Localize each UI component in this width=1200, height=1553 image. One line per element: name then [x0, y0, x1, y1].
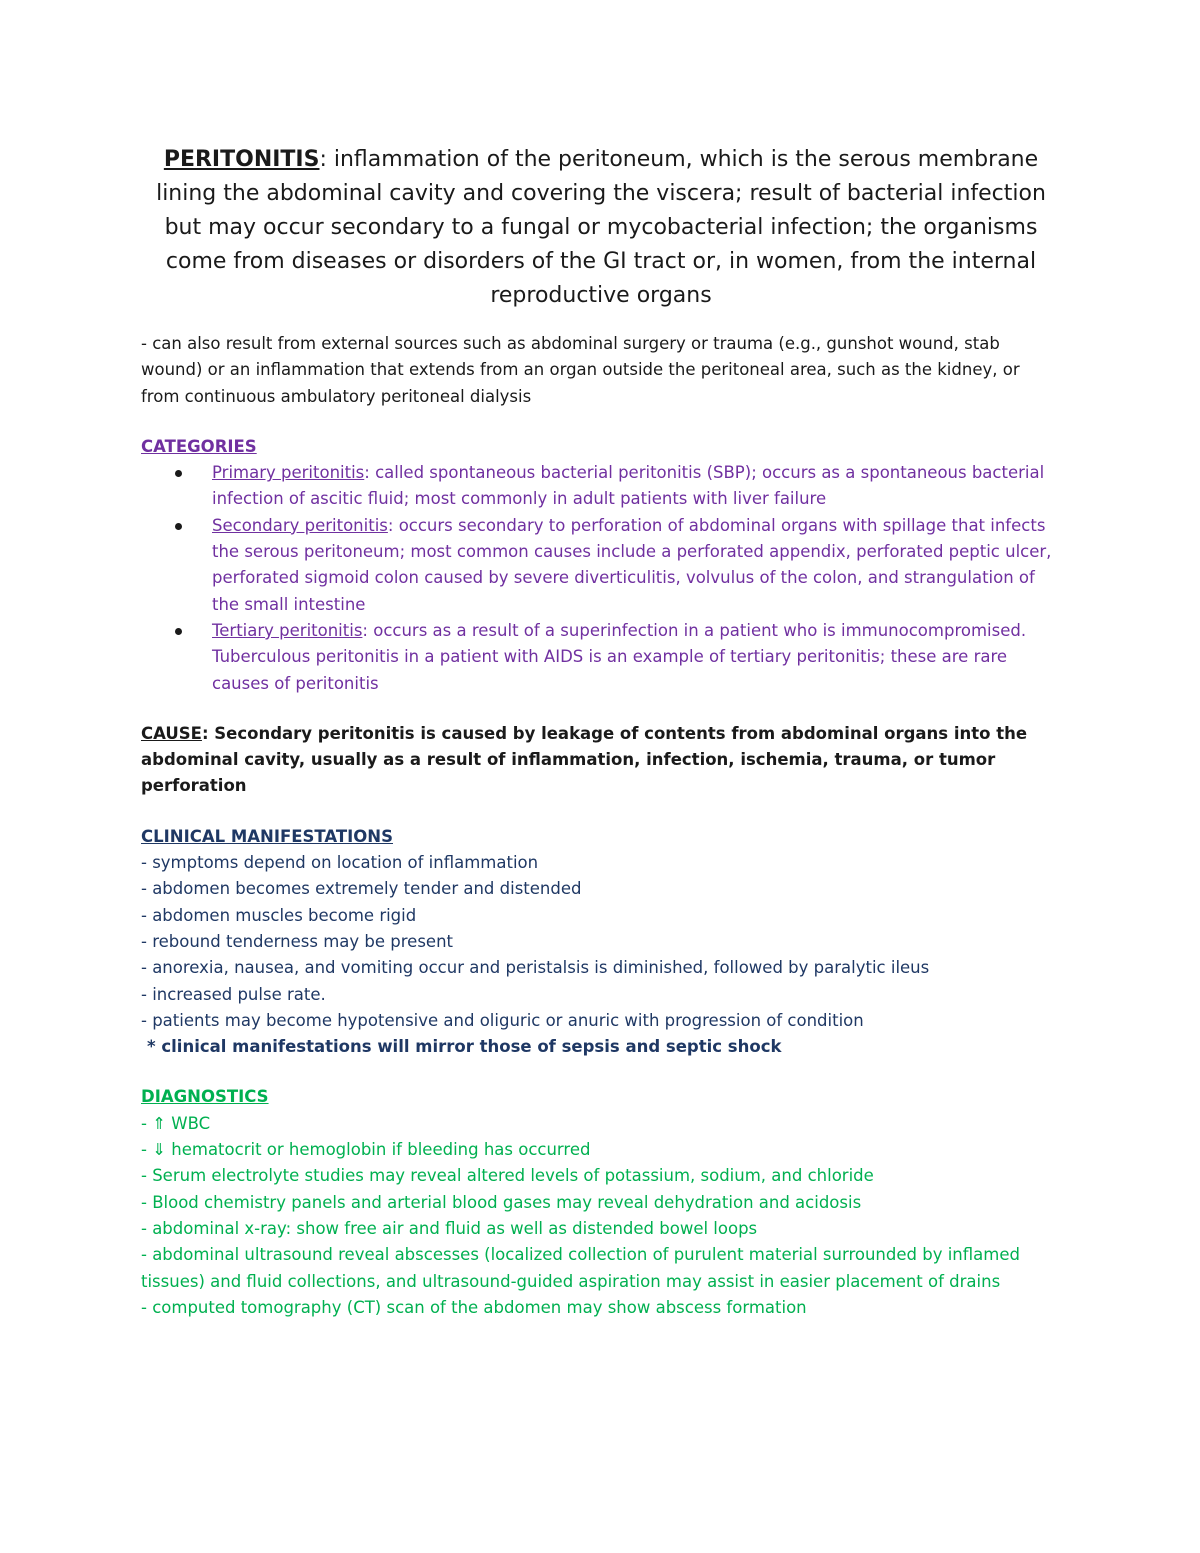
list-item	[141, 460, 1061, 513]
diagnostics-heading: DIAGNOSTICS	[141, 1087, 269, 1107]
diagnostics-line: - computed tomography (CT) scan of the abdomen may show abscess formation	[141, 1297, 807, 1317]
categories-heading: CATEGORIES	[141, 436, 257, 456]
cause-heading: CAUSE	[141, 723, 202, 743]
title-paragraph	[141, 143, 1061, 313]
clinical-line: - rebound tenderness may be present	[141, 931, 454, 951]
category-text: : called spontaneous bacterial peritonitis (SBP); occurs as a spontaneous bacterial infection of ascitic fluid; most commonly in adult patients with liver failure	[212, 463, 1045, 509]
category-term: Secondary peritonitis	[212, 515, 388, 535]
category-term: Primary peritonitis	[212, 463, 365, 483]
bullet-icon	[175, 470, 182, 477]
list-item	[141, 618, 1061, 697]
title-definition: : inflammation of the peritoneum, which is the serous membrane lining the abdominal cavity and covering the viscera; result of bacterial infection but may occur secondary to a fungal or mycobacterial infection; the organisms come from diseases or disorders of the GI tract or, in women, from the internal reproductive organs	[156, 147, 1046, 308]
diagnostics-section	[141, 1084, 1061, 1321]
clinical-line: - anorexia, nausea, and vomiting occur and peristalsis is diminished, followed by paralytic ileus	[141, 958, 930, 978]
category-text: : occurs as a result of a superinfection in a patient who is immunocompromised. Tuberculous peritonitis in a patient with AIDS is an example of tertiary peritonitis; these are rare causes of peritonitis	[212, 620, 1027, 693]
clinical-line: - abdomen becomes extremely tender and distended	[141, 879, 582, 899]
categories-list	[141, 460, 1061, 697]
clinical-note: * clinical manifestations will mirror those of sepsis and septic shock	[147, 1037, 782, 1057]
cause-text: : Secondary peritonitis is caused by leakage of contents from abdominal organs into the abdominal cavity, usually as a result of inflammation, infection, ischemia, trauma, or tumor perforation	[141, 723, 1028, 796]
bullet-icon	[175, 628, 182, 635]
clinical-section	[141, 824, 1061, 1061]
document-page	[141, 143, 1061, 1321]
title-term: PERITONITIS	[163, 147, 320, 172]
cause-section	[141, 721, 1061, 800]
clinical-line: - patients may become hypotensive and oliguric or anuric with progression of condition	[141, 1010, 864, 1030]
clinical-line: - increased pulse rate.	[141, 984, 326, 1004]
diagnostics-line: - ⇓ hematocrit or hemoglobin if bleeding has occurred	[141, 1140, 591, 1160]
bullet-icon	[175, 523, 182, 530]
cause-paragraph	[141, 721, 1061, 800]
clinical-heading: CLINICAL MANIFESTATIONS	[141, 826, 393, 846]
category-text: : occurs secondary to perforation of abdominal organs with spillage that infects the serous peritoneum; most common causes include a perforated appendix, perforated peptic ulcer, perforated sigmoid colon caused by severe diverticulitis, volvulus of the colon, and strangulation of the small intestine	[212, 515, 1052, 614]
diagnostics-line: - abdominal ultrasound reveal abscesses (localized collection of purulent material surrounded by inflamed tissues) and fluid collections, and ultrasound-guided aspiration may assist in easier placement of drains	[141, 1245, 1020, 1291]
diagnostics-line: - abdominal x-ray: show free air and fluid as well as distended bowel loops	[141, 1218, 758, 1238]
category-term: Tertiary peritonitis	[212, 620, 363, 640]
list-item	[141, 513, 1061, 618]
diagnostics-line: - ⇑ WBC	[141, 1113, 211, 1133]
categories-section	[141, 434, 1061, 697]
intro-paragraph: - can also result from external sources such as abdominal surgery or trauma (e.g., gunshot wound, stab wound) or an inflammation that extends from an organ outside the peritoneal area, such as the kidney, or from continuous ambulatory peritoneal dialysis	[141, 334, 1020, 406]
diagnostics-line: - Serum electrolyte studies may reveal altered levels of potassium, sodium, and chloride	[141, 1166, 874, 1186]
diagnostics-line: - Blood chemistry panels and arterial blood gases may reveal dehydration and acidosis	[141, 1192, 862, 1212]
clinical-line: - symptoms depend on location of inflammation	[141, 853, 539, 873]
clinical-line: - abdomen muscles become rigid	[141, 905, 417, 925]
